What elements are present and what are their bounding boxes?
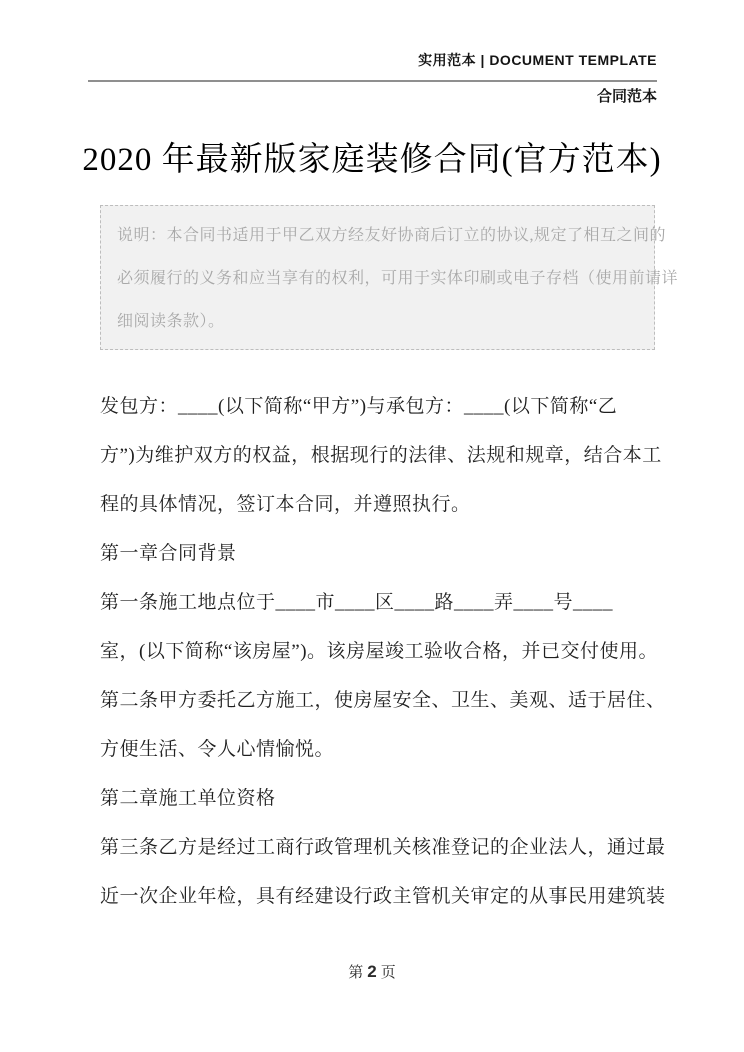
- header-divider: [88, 80, 657, 82]
- body-text-line: 第二条甲方委托乙方施工，使房屋安全、卫生、美观、适于居住、: [100, 690, 666, 711]
- body-text-line: 方便生活、令人心情愉悦。: [100, 739, 335, 760]
- page-number-prefix: 第: [348, 965, 364, 981]
- body-text-line: 第一章合同背景: [100, 543, 237, 564]
- document-title: 2020 年最新版家庭装修合同(官方范本): [82, 142, 662, 178]
- body-text-line: 室，(以下简称“该房屋”)。该房屋竣工验收合格，并已交付使用。: [100, 641, 659, 662]
- category-label: 合同范本: [596, 88, 657, 105]
- page-number: 2: [367, 962, 377, 981]
- body-text-line: 第一条施工地点位于____市____区____路____弄____号____: [100, 592, 614, 613]
- body-text-line: 第三条乙方是经过工商行政管理机关核准登记的企业法人，通过最: [100, 837, 666, 858]
- page-footer: [0, 961, 744, 982]
- notice-box: [100, 205, 679, 350]
- body-text-line: 近一次企业年检，具有经建设行政主管机关审定的从事民用建筑装: [100, 886, 666, 907]
- page-number-suffix: 页: [380, 965, 396, 981]
- notice-line: 细阅读条款）。: [117, 313, 225, 330]
- body-text-line: 方”)为维护双方的权益，根据现行的法律、法规和规章，结合本工: [100, 445, 662, 466]
- document-body: [100, 382, 666, 921]
- page-header: [88, 0, 657, 107]
- body-text-line: 第二章施工单位资格: [100, 788, 276, 809]
- brand-text: 实用范本 | DOCUMENT TEMPLATE: [418, 52, 657, 68]
- body-text-line: 发包方：____(以下简称“甲方”)与承包方：____(以下简称“乙: [100, 396, 618, 417]
- body-text-line: 程的具体情况，签订本合同，并遵照执行。: [100, 494, 471, 515]
- notice-line: 说明：本合同书适用于甲乙双方经友好协商后订立的协议,规定了相互之间的: [117, 227, 667, 244]
- notice-line: 必须履行的义务和应当享有的权利，可用于实体印刷或电子存档（使用前请详: [117, 270, 679, 287]
